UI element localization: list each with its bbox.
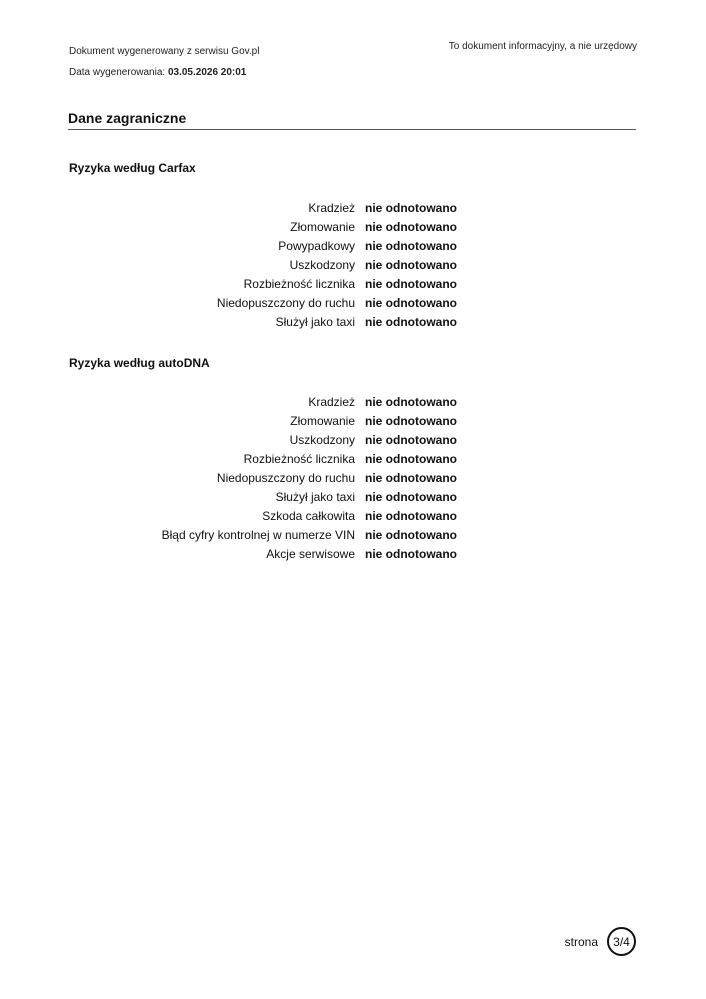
risk-label: Złomowanie [290,414,355,428]
risk-status: nie odnotowano [365,395,457,409]
risk-row [0,393,706,412]
risk-status: nie odnotowano [365,433,457,447]
risk-status: nie odnotowano [365,239,457,253]
generation-date-line [69,62,259,83]
risk-status: nie odnotowano [365,296,457,310]
page-indicator [565,927,636,956]
source-text: Dokument wygenerowany z serwisu Gov.pl [69,46,260,57]
autodna-section-title: Ryzyka według autoDNA [69,356,210,370]
risk-status: nie odnotowano [365,414,457,428]
risk-label: Służył jako taxi [275,490,355,504]
risk-row [0,431,706,450]
risk-row [0,545,706,564]
document-header [69,41,259,83]
risk-label: Złomowanie [290,220,355,234]
risk-status: nie odnotowano [365,277,457,291]
generation-date-label: Data wygenerowania: [69,67,166,78]
risk-row [0,526,706,545]
risk-label: Uszkodzony [289,433,355,447]
risk-label: Szkoda całkowita [262,509,355,523]
risk-label: Służył jako taxi [275,315,355,329]
risk-row [0,256,706,275]
risk-label: Niedopuszczony do ruchu [216,296,355,310]
risk-status: nie odnotowano [365,528,457,542]
risk-label: Kradzież [308,201,355,215]
risk-status: nie odnotowano [365,471,457,485]
risk-status: nie odnotowano [365,509,457,523]
risk-row [0,275,706,294]
risk-label: Powypadkowy [278,239,355,253]
risk-label: Akcje serwisowe [266,547,355,561]
carfax-section-title: Ryzyka według Carfax [69,161,196,175]
risk-row [0,507,706,526]
risk-status: nie odnotowano [365,315,457,329]
disclaimer: To dokument informacyjny, a nie urzędowy [448,41,637,52]
risk-row [0,237,706,256]
page-title: Dane zagraniczne [68,110,187,126]
risk-label: Niedopuszczony do ruchu [216,471,355,485]
generation-date-value: 03.05.2026 20:01 [167,67,247,78]
risk-status: nie odnotowano [365,490,457,504]
risk-row [0,313,706,332]
page-title-section [68,109,636,130]
page-label: strona [564,934,598,949]
page-number-badge: 3/4 [607,927,636,956]
carfax-risk-list [0,199,706,332]
risk-row [0,199,706,218]
risk-row [0,412,706,431]
risk-status: nie odnotowano [365,220,457,234]
risk-status: nie odnotowano [365,547,457,561]
risk-status: nie odnotowano [365,258,457,272]
risk-label: Uszkodzony [289,258,355,272]
risk-row [0,488,706,507]
risk-status: nie odnotowano [365,452,457,466]
risk-status: nie odnotowano [365,201,457,215]
risk-label: Rozbieżność licznika [243,452,355,466]
autodna-risk-list [0,393,706,564]
risk-row [0,218,706,237]
risk-label: Kradzież [308,395,355,409]
risk-row [0,469,706,488]
risk-row [0,294,706,313]
risk-label: Błąd cyfry kontrolnej w numerze VIN [161,528,355,542]
risk-row [0,450,706,469]
risk-label: Rozbieżność licznika [243,277,355,291]
